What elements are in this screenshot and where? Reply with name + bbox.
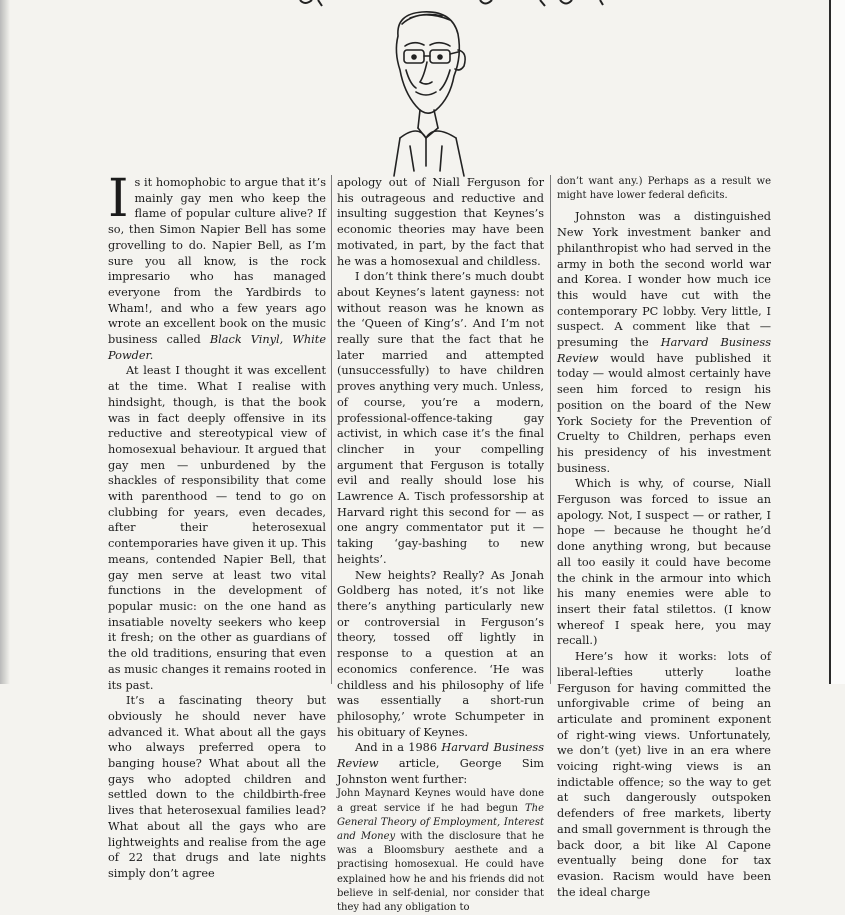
block-quote-continued: don’t want any.) Perhaps as a result we might have lower federal deficits. <box>557 176 771 202</box>
drop-cap: I <box>108 169 129 229</box>
column-rule-2 <box>550 175 551 684</box>
article-column-1 <box>108 169 326 880</box>
paragraph: It’s a fascinating theory but obviously he should never have advanced it. What about all the gays who always preferred opera to banging house? What about all the gays who adopted children and settled down to the childbirth-free lives that heterosexual families lead? What about all the gays who are lightweights and realise from the age of 22 that drugs and late nights simply don’t agree <box>108 694 326 880</box>
paragraph: Is it homophobic to argue that it’s mainly gay men who keep the flame of popular culture alive? If so, then Simon Napier Bell has some grovelling to do. Napier Bell, as I’m sure you all know, is the rock impresario who has managed everyone from the Yardbirds to Wham!, and who a few years ago wrote an excellent book on the music business called Black Vinyl, White Powder. <box>108 169 326 362</box>
paragraph: apology out of Niall Ferguson for his outrageous and reductive and insulting suggestion that Keynes’s economic theories may have been motivated, in part, by the fact that he was a homosexual and childless. <box>337 176 544 268</box>
paragraph: Johnston was a distinguished New York investment banker and philanthropist who had served in the army in both the second world war and Korea. I wonder how much ice this would have cut with the contemporary PC lobby. Very little, I suspect. A comment like that — presuming the Harvard Business Review would have published it today — would almost certainly have seen him forced to resign his position on the board of the New York Society for the Prevention of Cruelty to Children, perhaps even his presidency of his investment business. <box>557 210 771 475</box>
paragraph: Which is why, of course, Niall Ferguson was forced to issue an apology. Not, I suspect — or rather, I hope — because he thought he’d done anything wrong, but because all too easily it could have become the chink in the armour into which his many enemies were able to insert their fatal stilettos. (I know whereof I speak here, you may recall.) <box>557 477 771 648</box>
page-edge <box>829 0 845 684</box>
author-caricature <box>370 6 490 186</box>
article-column-2 <box>337 175 545 914</box>
book-title: Black Vinyl, White Powder. <box>108 333 326 362</box>
article-column-3 <box>557 175 771 899</box>
paragraph: And in a 1986 Harvard Business Review article, George Sim Johnston went further: <box>337 741 545 786</box>
block-quote: John Maynard Keynes would have done a great service if he had begun The General Theory of Employment, Interest and Money with the disclosure that he was a Bloomsbury aesthete and a practising homosexual. He could have explained how he and his friends did not believe in self-denial, nor consider that they had any obligation to <box>337 788 544 914</box>
paragraph: Here’s how it works: lots of liberal-lefties utterly loathe Ferguson for having committed the unforgivable crime of being an articulate and prominent exponent of right-wing views. Unfortunately, we don’t (yet) live in an era where voicing right-wing views is an indictable offence; so the way to get at such dangerously outspoken defenders of free markets, liberty and small government is through the back door, a bit like Al Capone eventually being done for tax evasion. Racism would have been the ideal charge <box>557 650 771 899</box>
paragraph: At least I thought it was excellent at the time. What I realise with hindsight, though, is that the book was in fact deeply offensive in its reductive and stereotypical view of homosexual behaviour. It argued that gay men — unburdened by the shackles of responsibility that come with parenthood — tend to go on clubbing for years, even decades, after their heterosexual contemporaries have given it up. This means, contended Napier Bell, that gay men serve at least two vital functions in the development of popular music: on the one hand as insatiable novelty seekers who keep it fresh; on the other as guardians of the old traditions, ensuring that even as music changes it remains rooted in its past. <box>108 364 326 692</box>
page-gutter-shadow <box>0 0 10 684</box>
column-rule-1 <box>331 175 332 684</box>
paragraph: I don’t think there’s much doubt about Keynes’s latent gayness: not without reason was he known as the ‘Queen of King’s’. And I’m not really sure that the fact that he later married and attempted (unsuccessfully) to have children proves anything very much. Unless, of course, you’re a modern, professional-offence-taking gay activist, in which case it’s the final clincher in your compelling argument that Ferguson is totally evil and really should lose his Lawrence A. Tisch professorship at Harvard right this second for — as one angry commentator put it — taking ‘gay-bashing to new heights’. <box>337 270 544 566</box>
paragraph: New heights? Really? As Jonah Goldberg has noted, it’s not like there’s anything particularly new or controversial in Ferguson’s theory, tossed off lightly in response to a question at an economics conference. ‘He was childless and his philosophy of life was essentially a short-run philosophy,’ wrote Schumpeter in his obituary of Keynes. <box>337 568 544 739</box>
